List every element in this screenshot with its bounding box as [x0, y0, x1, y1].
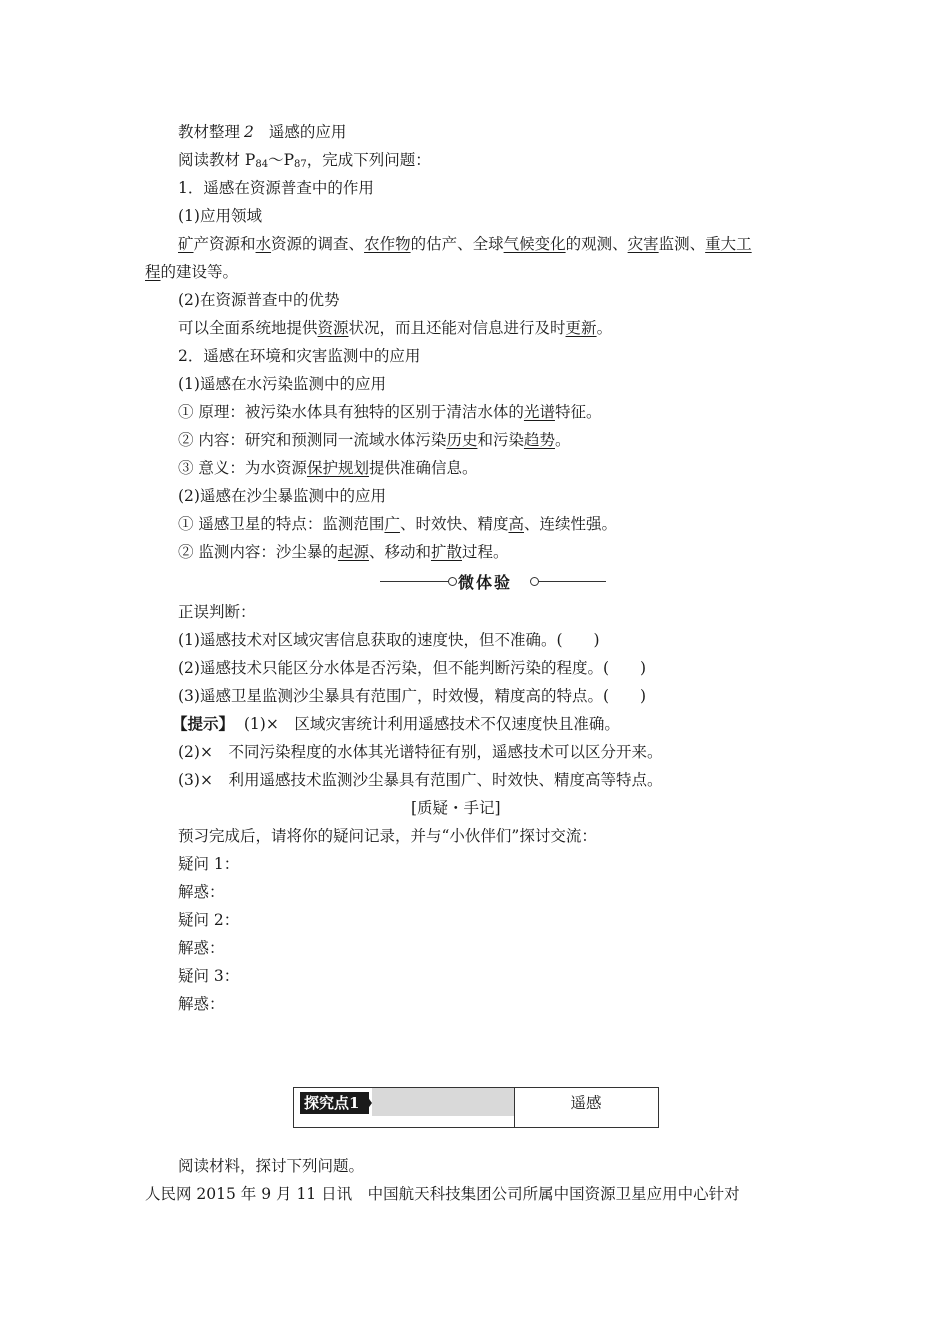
text-segment: 。	[554, 431, 571, 449]
underlined-answer: 更新	[565, 319, 597, 337]
text-segment: 特征。	[554, 403, 602, 421]
divider-rule-left	[380, 581, 450, 582]
underlined-answer: 气候变化	[503, 235, 566, 253]
reading-material-intro: 阅读材料，探讨下列问题。	[178, 1157, 365, 1175]
notes-intro: 预习完成后，请将你的疑问记录，并与“小伙伴们”探讨交流：	[178, 827, 597, 845]
hint-answer-1	[172, 713, 620, 735]
underlined-answer: 水	[255, 235, 272, 253]
true-false-intro: 正误判断：	[178, 603, 256, 621]
item-significance	[178, 457, 477, 479]
question-2: (2)遥感技术只能区分水体是否污染，但不能判断污染的程度。( )	[178, 659, 647, 677]
question-slot-1: 疑问 1：	[178, 855, 240, 873]
text-segment: 监测、	[658, 235, 706, 253]
subheading-water-pollution: (1)遥感在水污染监测中的应用	[178, 375, 386, 393]
underlined-answer: 高	[508, 515, 524, 533]
answer-2: (2)× 不同污染程度的水体其光谱特征有别，遥感技术可以区分开来。	[178, 743, 663, 761]
question-1: (1)遥感技术对区域灾害信息获取的速度快，但不准确。( )	[178, 631, 600, 649]
text-segment: 和污染	[477, 431, 524, 449]
underlined-answer: 重大工	[705, 235, 752, 253]
divider-dot-left	[448, 577, 457, 586]
item-content	[178, 429, 571, 451]
heading-environment-monitoring: 2．遥感在环境和灾害监测中的应用	[178, 347, 421, 365]
text-segment: 提供准确信息。	[368, 459, 478, 477]
explore-gray-band	[372, 1088, 514, 1116]
underlined-answer: 广	[384, 515, 400, 533]
text-segment: ② 内容：研究和预测同一流域水体污染	[178, 431, 447, 449]
text-segment: 的估产、全球	[410, 235, 504, 253]
paragraph-application-fields	[178, 233, 752, 255]
text-segment: 可以全面系统地提供	[178, 319, 318, 337]
answer-slot-3: 解惑：	[178, 995, 225, 1013]
subheading-sandstorm: (2)遥感在沙尘暴监测中的应用	[178, 487, 386, 505]
underlined-answer: 历史	[446, 431, 478, 449]
text-segment: ③ 意义：为水资源	[178, 459, 307, 477]
text-segment: 的建设等。	[160, 263, 239, 281]
read-prefix: 阅读教材 P	[178, 151, 256, 169]
text-segment: 。	[596, 319, 613, 337]
item-satellite-features	[178, 513, 617, 535]
text-segment: 、时效快、精度	[399, 515, 509, 533]
underlined-answer: 灾害	[627, 235, 659, 253]
read-suffix: ，完成下列问题：	[306, 151, 431, 169]
explore-title: 遥感	[570, 1094, 602, 1112]
question-3: (3)遥感卫星监测沙尘暴具有范围广，时效慢，精度高的特点。( )	[178, 687, 647, 705]
text-segment: ① 原理：被污染水体具有独特的区别于清洁水体的	[178, 403, 524, 421]
notes-title: [质疑・手记]	[411, 799, 501, 817]
explore-point-box	[293, 1087, 659, 1128]
underlined-answer: 起源	[337, 543, 369, 561]
underlined-answer: 扩散	[430, 543, 462, 561]
news-paragraph: 人民网 2015 年 9 月 11 日讯 中国航天科技集团公司所属中国资源卫星应用中心针对	[145, 1185, 740, 1203]
heading-resource-survey: 1．遥感在资源普查中的作用	[178, 179, 374, 197]
paragraph-application-fields-cont	[145, 261, 238, 283]
read-tilde: ～P	[268, 151, 295, 169]
text-segment: ① 遥感卫星的特点：监测范围	[178, 515, 385, 533]
divider-rule-right	[538, 581, 606, 582]
micro-experience-divider	[380, 570, 606, 594]
text-segment: 过程。	[461, 543, 509, 561]
answer-3: (3)× 利用遥感技术监测沙尘暴具有范围广、时效快、精度高等特点。	[178, 771, 663, 789]
section-title-text: 遥感的应用	[268, 123, 347, 141]
answer-slot-2: 解惑：	[178, 939, 225, 957]
text-segment: 状况，而且还能对信息进行及时	[348, 319, 566, 337]
text-segment: 的观测、	[565, 235, 628, 253]
item-principle	[178, 401, 601, 423]
underlined-answer: 资源	[317, 319, 349, 337]
subheading-application-field: (1)应用领域	[178, 207, 262, 225]
section-title-prefix: 教材整理	[178, 123, 241, 141]
question-slot-2: 疑问 2：	[178, 911, 240, 929]
section-title	[178, 121, 346, 143]
text-segment: 资源的调查、	[271, 235, 365, 253]
section-title-number: 2	[244, 123, 254, 141]
subheading-advantage: (2)在资源普查中的优势	[178, 291, 340, 309]
answer-1: (1)× 区域灾害统计利用遥感技术不仅速度快且准确。	[243, 715, 620, 733]
read-page-start: 84	[255, 159, 269, 170]
explore-tag-arrow-icon	[364, 1092, 372, 1114]
text-segment: 产资源和	[193, 235, 256, 253]
explore-tag: 探究点1	[300, 1092, 369, 1114]
reading-instruction	[178, 149, 431, 176]
underlined-answer: 保护规划	[306, 459, 369, 477]
underlined-answer: 程	[145, 263, 161, 281]
underlined-answer: 趋势	[523, 431, 555, 449]
item-monitoring-content	[178, 541, 509, 563]
micro-experience-title: 微体验	[458, 573, 513, 592]
hint-label: 【提示】	[172, 714, 235, 733]
question-slot-3: 疑问 3：	[178, 967, 240, 985]
underlined-answer: 农作物	[364, 235, 411, 253]
underlined-answer: 光谱	[523, 403, 555, 421]
underlined-answer: 矿	[178, 235, 194, 253]
text-segment: 、连续性强。	[523, 515, 617, 533]
text-segment: ② 监测内容：沙尘暴的	[178, 543, 338, 561]
paragraph-advantage	[178, 317, 612, 339]
text-segment: 、移动和	[368, 543, 431, 561]
read-page-end: 87	[294, 159, 307, 170]
answer-slot-1: 解惑：	[178, 883, 225, 901]
